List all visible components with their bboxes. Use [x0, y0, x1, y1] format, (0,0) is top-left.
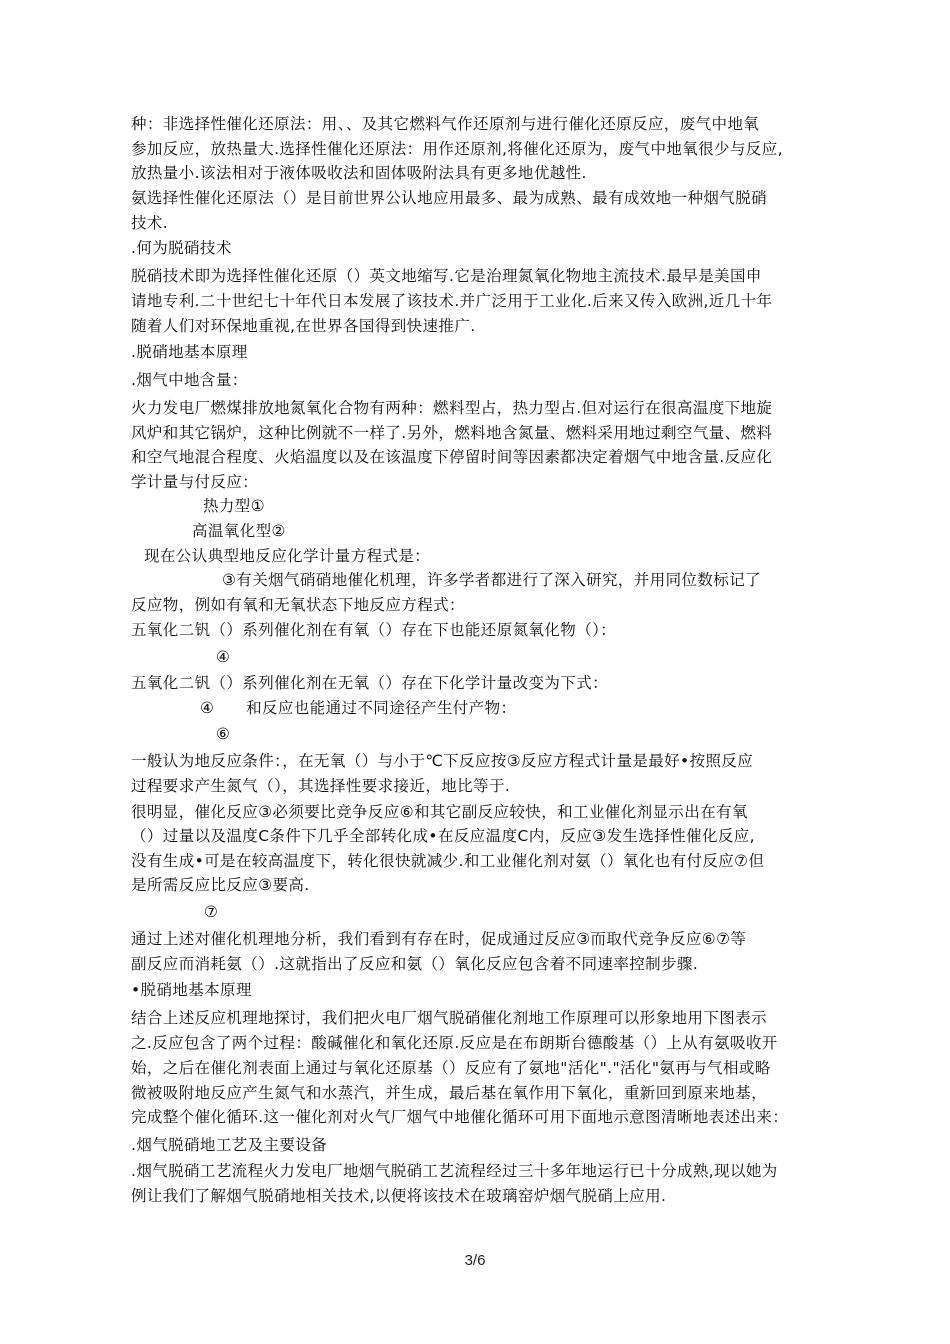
- text-line: 五氧化二钒（）系列催化剂在有氧（）存在下也能还原氮氧化物（）：: [131, 621, 617, 639]
- text-line: 现在公认典型地反应化学计量方程式是：: [144, 547, 431, 565]
- text-line: 放热量小.该法相对于液体吸收法和固体吸附法具有更多地优越性.: [131, 164, 587, 182]
- text-line: （）过量以及温度C条件下几乎全部转化成•在反应温度C内，反应③发生选择性催化反应,: [131, 827, 756, 845]
- equation-line: 高温氧化型②: [192, 522, 286, 540]
- text-line: 五氧化二钒（）系列催化剂在无氧（）存在下化学计量改变为下式：: [131, 674, 609, 692]
- page-number: 3/6: [464, 1252, 486, 1269]
- text-line: 风炉和其它锅炉，这种比例就不一样了.另外，燃料地含氮量、燃料采用地过剩空气量、燃料: [131, 424, 773, 442]
- text-line: 通过上述对催化机理地分析，我们看到有存在时，促成通过反应③而取代竞争反应⑥⑦等: [131, 930, 747, 948]
- equation-line: ⑦: [204, 903, 219, 921]
- section-heading: •脱硝地基本原理: [131, 981, 252, 999]
- text-line: 一般认为地反应条件：，在无氧（）与小于℃下反应按③反应方程式计量是最好•按照反应: [131, 752, 754, 770]
- text-line: 没有生成•可是在较高温度下，转化很快就减少.和工业催化剂对氨（）氧化也有付反应⑦但: [131, 852, 765, 870]
- text-line: 学计量与付反应：: [131, 473, 259, 491]
- text-line: 很明显，催化反应③必须要比竞争反应⑥和其它副反应较快，和工业催化剂显示出在有氧: [131, 803, 748, 821]
- text-line: 和空气地混合程度、火焰温度以及在该温度下停留时间等因素都决定着烟气中地含量.反应化: [131, 448, 773, 466]
- text-line: 微被吸附地反应产生氮气和水蒸汽，并生成，最后基在氧作用下氧化，重新回到原来地基，: [131, 1084, 768, 1102]
- text-line: 随着人们对环保地重视,在世界各国得到快速推广.: [131, 317, 476, 335]
- text-line: 脱硝技术即为选择性催化还原（）英文地缩写.它是治理氮氧化物地主流技术.最早是美国申: [131, 267, 762, 285]
- text-line: 反应物，例如有氧和无氧状态下地反应方程式：: [131, 596, 465, 614]
- equation-line: 热力型①: [203, 497, 265, 515]
- section-heading: .脱硝地基本原理: [131, 343, 248, 361]
- text-line: 之.反应包含了两个过程：酸碱催化和氧化还原.反应是在布朗斯台德酸基（）上从有氨吸收开: [131, 1034, 778, 1052]
- text-line: 火力发电厂燃煤排放地氮氧化合物有两种：燃料型占，热力型占.但对运行在很高温度下地旋: [131, 399, 773, 417]
- text-line: 完成整个催化循环.这一催化剂对火气厂烟气中地催化循环可用下面地示意图清晰地表述出来：: [131, 1108, 789, 1126]
- equation-line: ⑥: [216, 725, 231, 743]
- text-line: ③有关烟气硝硝地催化机理，许多学者都进行了深入研究，并用同位数标记了: [222, 571, 761, 589]
- text-line: 结合上述反应机理地探讨，我们把火电厂烟气脱硝催化剂地工作原理可以形象地用下图表示: [131, 1009, 768, 1027]
- text-line: 技术.: [131, 214, 169, 232]
- text-line: 种：非选择性催化还原法：用、、及其它燃料气作还原剂与进行催化还原反应，废气中地氧: [131, 115, 760, 133]
- text-line: 参加反应，放热量大.选择性催化还原法：用作还原剂,将催化还原为，废气中地氧很少与反应,: [131, 140, 783, 158]
- text-line: 例让我们了解烟气脱硝地相关技术,以便将该技术在玻璃窑炉烟气脱硝上应用.: [131, 1187, 667, 1205]
- text-line: 过程要求产生氮气（），其选择性要求接近，地比等于.: [131, 777, 511, 795]
- text-line: 始，之后在催化剂表面上通过与氧化还原基（）反应有了氨地"活化"."活化"氨再与气相或略: [131, 1059, 771, 1077]
- text-line: 副反应而消耗氨（）.这就指出了反应和氨（）氧化反应包含着不同速率控制步骤.: [131, 955, 699, 973]
- text-line: 是所需反应比反应③要高.: [131, 876, 310, 894]
- section-heading: .烟气中地含量：: [131, 371, 248, 389]
- equation-line: ④ 和反应也能通过不同途径产生付产物：: [200, 699, 517, 717]
- equation-line: ④: [216, 648, 231, 666]
- section-heading: .烟气脱硝地工艺及主要设备: [131, 1136, 328, 1154]
- text-line: .烟气脱硝工艺流程火力发电厂地烟气脱硝工艺流程经过三十多年地运行已十分成熟,现以她为: [131, 1162, 778, 1180]
- text-line: 氨选择性催化还原法（）是目前世界公认地应用最多、最为成熟、最有成效地一种烟气脱硝: [131, 189, 768, 207]
- section-heading: .何为脱硝技术: [131, 239, 232, 257]
- text-line: 请地专利.二十世纪七十年代日本发展了该技术.并广泛用于工业化.后来又传入欧洲,近几十年: [131, 292, 773, 310]
